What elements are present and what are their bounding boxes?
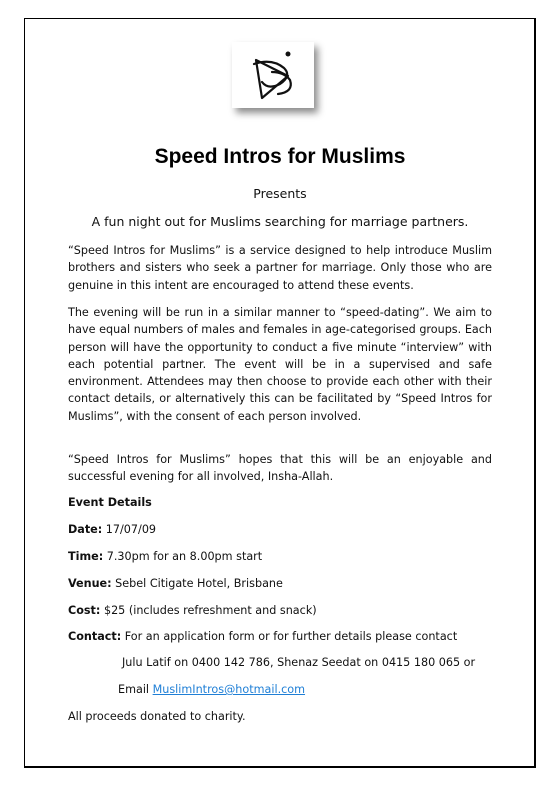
event-cost [68,604,317,617]
format-paragraph: The evening will be run in a similar manner to “speed-dating”. We aim to have equal numbers of males and females in age-categorised groups. Each person will have the opportunity to conduct a five minute “interview” with each potential partner. The event will be in a supervised and safe environment. Attendees may then choose to provide each other with their contact details, or alternatively this can be facilitated by “Speed Intros for Muslims”, with the consent of each person involved. [68,306,492,423]
logo-mark-icon [232,42,314,108]
venue-label: Venue: [68,577,112,590]
page-title: Speed Intros for Muslims [154,145,406,168]
email-prefix: Email [118,683,153,696]
cost-label: Cost: [68,604,101,617]
event-date [68,523,156,536]
venue-value: Sebel Citigate Hotel, Brisbane [111,577,283,590]
contact-email-line [118,683,305,696]
event-venue [68,577,283,590]
event-details-heading: Event Details [68,496,152,509]
event-time [68,550,262,563]
logo-dot-icon [286,52,291,57]
cost-value: $25 (includes refreshment and snack) [100,604,317,617]
contact-value: For an application form or for further details please contact [121,630,458,643]
tagline: A fun night out for Muslims searching for marriage partners. [91,214,469,229]
contact-label: Contact: [68,630,122,643]
time-value: 7.30pm for an 8.00pm start [103,550,263,563]
date-label: Date: [68,523,103,536]
email-link[interactable]: MuslimIntros@hotmail.com [152,683,306,696]
contact-people: Julu Latif on 0400 142 786, Shenaz Seedat on 0415 180 065 or [122,656,476,669]
intro-paragraph: “Speed Intros for Muslims” is a service designed to help introduce Muslim brothers and sisters who seek a partner for marriage. Only those who are genuine in this intent are encouraged to attend these events. [68,244,492,292]
presents-text: Presents [253,186,307,201]
charity-note: All proceeds donated to charity. [68,710,246,723]
time-label: Time: [68,550,104,563]
event-contact [68,630,457,643]
logo [232,42,314,108]
closing-paragraph: “Speed Intros for Muslims” hopes that this will be an enjoyable and successful evening for all involved, Insha-Allah. [68,453,492,484]
date-value: 17/07/09 [102,523,157,536]
